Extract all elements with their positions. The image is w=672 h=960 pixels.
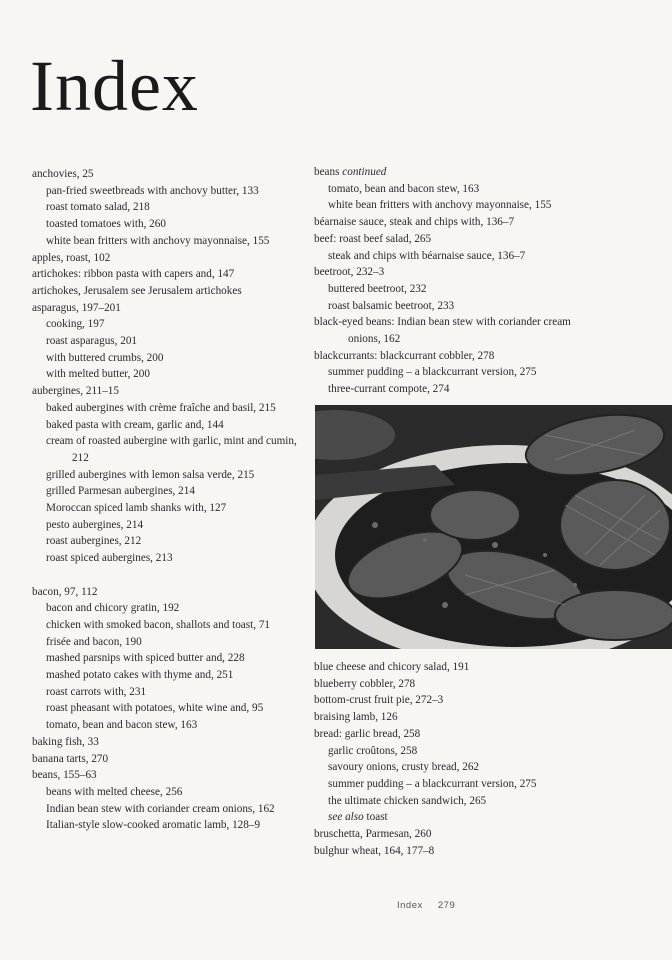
entry-text: grilled aubergines with lemon salsa verde, 215 [46, 468, 255, 481]
index-entry [32, 250, 307, 267]
entry-text: bottom-crust fruit pie, 272–3 [314, 694, 444, 707]
index-subentry [32, 366, 307, 383]
entry-text: pesto aubergines, 214 [46, 518, 144, 531]
footer-label: Index [397, 900, 423, 911]
entry-text: baking fish, 33 [32, 735, 99, 748]
index-subentry [32, 483, 307, 500]
entry-text: béarnaise sauce, steak and chips with, 136–7 [314, 216, 515, 229]
index-entry [314, 214, 604, 231]
index-entry [314, 659, 604, 676]
entry-text: the ultimate chicken sandwich, 265 [328, 794, 487, 807]
entry-text: mashed potato cakes with thyme and, 251 [46, 669, 234, 682]
entry-text: artichokes: ribbon pasta with capers and, 147 [32, 268, 235, 281]
index-column-left [32, 166, 307, 834]
index-subentry [32, 550, 307, 567]
index-subentry [32, 199, 307, 216]
entry-text: beans with melted cheese, 256 [46, 786, 183, 798]
index-entry [32, 266, 307, 283]
entry-text: Indian bean stew with coriander cream onions, 162 [46, 802, 275, 815]
entry-text: toasted tomatoes with, 260 [46, 218, 166, 231]
index-subentry [314, 759, 604, 776]
entry-text: mashed parsnips with spiced butter and, 228 [46, 652, 245, 665]
entry-text: baked aubergines with crème fraîche and basil, 215 [46, 401, 276, 414]
index-entry [314, 231, 604, 248]
index-subentry [314, 776, 604, 793]
entry-text: white bean fritters with anchovy mayonnaise, 155 [328, 199, 552, 212]
index-entry [314, 348, 604, 365]
index-subentry [32, 517, 307, 534]
index-entry [314, 709, 604, 726]
section-gap [32, 567, 307, 584]
entry-text: toast [366, 811, 388, 824]
index-subentry [314, 248, 604, 265]
entry-text: roast tomato salad, 218 [46, 201, 150, 214]
entry-text: Italian-style slow-cooked aromatic lamb, 128–9 [46, 819, 261, 832]
index-subentry [314, 281, 604, 298]
index-entry [32, 300, 307, 317]
entry-text: steak and chips with béarnaise sauce, 136–7 [328, 249, 526, 262]
index-entry [314, 826, 604, 843]
entry-text: cream of roasted aubergine with garlic, mint and cumin, 212 [46, 435, 297, 464]
entry-text: bacon, 97, 112 [32, 585, 98, 598]
entry-text: summer pudding – a blackcurrant version, 275 [328, 777, 537, 790]
index-entry [314, 676, 604, 693]
index-subentry [32, 650, 307, 667]
entry-text: cooking, 197 [46, 318, 105, 331]
index-entry [32, 166, 307, 183]
index-column-right-bottom [314, 659, 604, 859]
index-subentry [32, 717, 307, 734]
entry-text: summer pudding – a blackcurrant version, 275 [328, 366, 537, 379]
index-subentry [32, 700, 307, 717]
entry-text: roast balsamic beetroot, 233 [328, 299, 455, 312]
index-entry [314, 726, 604, 743]
index-subentry [32, 183, 307, 200]
entry-text: roast aubergines, 212 [46, 535, 142, 548]
index-subentry [32, 617, 307, 634]
index-subentry [314, 298, 604, 315]
index-subentry [32, 216, 307, 233]
index-subentry [314, 809, 604, 826]
entry-text: artichokes, Jerusalem see Jerusalem artichokes [32, 284, 242, 297]
entry-text: blueberry cobbler, 278 [314, 677, 416, 690]
entry-text: apples, roast, 102 [32, 251, 111, 264]
page-number: 279 [437, 900, 456, 911]
see-also-label: see also [328, 811, 367, 824]
page-title: Index [30, 46, 199, 126]
entry-text: banana tarts, 270 [32, 752, 109, 765]
entry-text: braising lamb, 126 [314, 711, 398, 724]
entry-text: frisée and bacon, 190 [46, 635, 142, 648]
entry-text: beans, 155–63 [32, 769, 97, 782]
index-subentry [32, 667, 307, 684]
entry-text: bread: garlic bread, 258 [314, 727, 421, 740]
index-subentry [32, 350, 307, 367]
index-entry [32, 767, 307, 784]
index-subentry [314, 381, 604, 398]
index-subentry [32, 600, 307, 617]
index-subentry [32, 467, 307, 484]
entry-text: roast spiced aubergines, 213 [46, 552, 173, 565]
grilled-aubergines-photo [315, 405, 672, 649]
index-entry [32, 734, 307, 751]
entry-text: baked pasta with cream, garlic and, 144 [46, 418, 224, 431]
index-subentry [32, 233, 307, 250]
index-subentry [32, 817, 307, 834]
entry-text: roast asparagus, 201 [46, 335, 138, 348]
entry-text: asparagus, 197–201 [32, 301, 121, 314]
entry-text: buttered beetroot, 232 [328, 282, 427, 295]
index-subentry [314, 364, 604, 381]
entry-text: roast pheasant with potatoes, white wine and, 95 [46, 702, 264, 715]
index-subentry [32, 784, 307, 801]
entry-text: tomato, bean and bacon stew, 163 [328, 182, 480, 195]
entry-text: pan-fried sweetbreads with anchovy butter, 133 [46, 184, 259, 197]
entry-text: bruschetta, Parmesan, 260 [314, 828, 432, 841]
index-subentry [32, 417, 307, 434]
index-entry [314, 843, 604, 860]
index-subentry [32, 316, 307, 333]
entry-text: tomato, bean and bacon stew, 163 [46, 719, 198, 732]
entry-text: black-eyed beans: Indian bean stew with coriander cream onions, 162 [314, 316, 571, 346]
index-subentry [32, 500, 307, 517]
continued-label: continued [339, 166, 387, 178]
entry-text: white bean fritters with anchovy mayonnaise, 155 [46, 234, 270, 247]
entry-text: three-currant compote, 274 [328, 383, 450, 396]
index-subentry [32, 634, 307, 651]
index-subentry [314, 197, 604, 214]
entry-text: roast carrots with, 231 [46, 685, 147, 698]
index-subentry [32, 433, 307, 466]
index-subentry [32, 684, 307, 701]
index-subentry [32, 333, 307, 350]
entry-text: anchovies, 25 [32, 168, 94, 180]
entry-text: savoury onions, crusty bread, 262 [328, 761, 480, 774]
entry-text: with melted butter, 200 [46, 368, 150, 381]
entry-text: Moroccan spiced lamb shanks with, 127 [46, 502, 227, 515]
entry-text: aubergines, 211–15 [32, 385, 119, 398]
entry-text: beetroot, 232–3 [314, 266, 385, 279]
index-column-right-top [314, 164, 604, 398]
index-entry [32, 383, 307, 400]
entry-text: beef: roast beef salad, 265 [314, 232, 432, 245]
entry-text: blue cheese and chicory salad, 191 [314, 661, 470, 673]
entry-text: grilled Parmesan aubergines, 214 [46, 485, 195, 498]
index-entry [32, 584, 307, 601]
entry-text: with buttered crumbs, 200 [46, 351, 164, 364]
index-subentry [314, 793, 604, 810]
index-subentry [32, 400, 307, 417]
index-subentry [32, 801, 307, 818]
entry-text: chicken with smoked bacon, shallots and toast, 71 [46, 618, 271, 631]
entry-text: bulghur wheat, 164, 177–8 [314, 844, 435, 857]
index-entry [314, 692, 604, 709]
index-entry [32, 283, 307, 300]
entry-text: garlic croûtons, 258 [328, 744, 418, 757]
index-subentry [314, 181, 604, 198]
index-subentry [32, 533, 307, 550]
page-footer [397, 900, 467, 911]
index-entry [314, 264, 604, 281]
entry-text: blackcurrants: blackcurrant cobbler, 278 [314, 349, 495, 362]
index-entry [314, 314, 604, 347]
index-entry [314, 164, 604, 181]
index-subentry [314, 743, 604, 760]
entry-text: beans [314, 166, 340, 178]
entry-text: bacon and chicory gratin, 192 [46, 602, 180, 615]
index-entry [32, 751, 307, 768]
